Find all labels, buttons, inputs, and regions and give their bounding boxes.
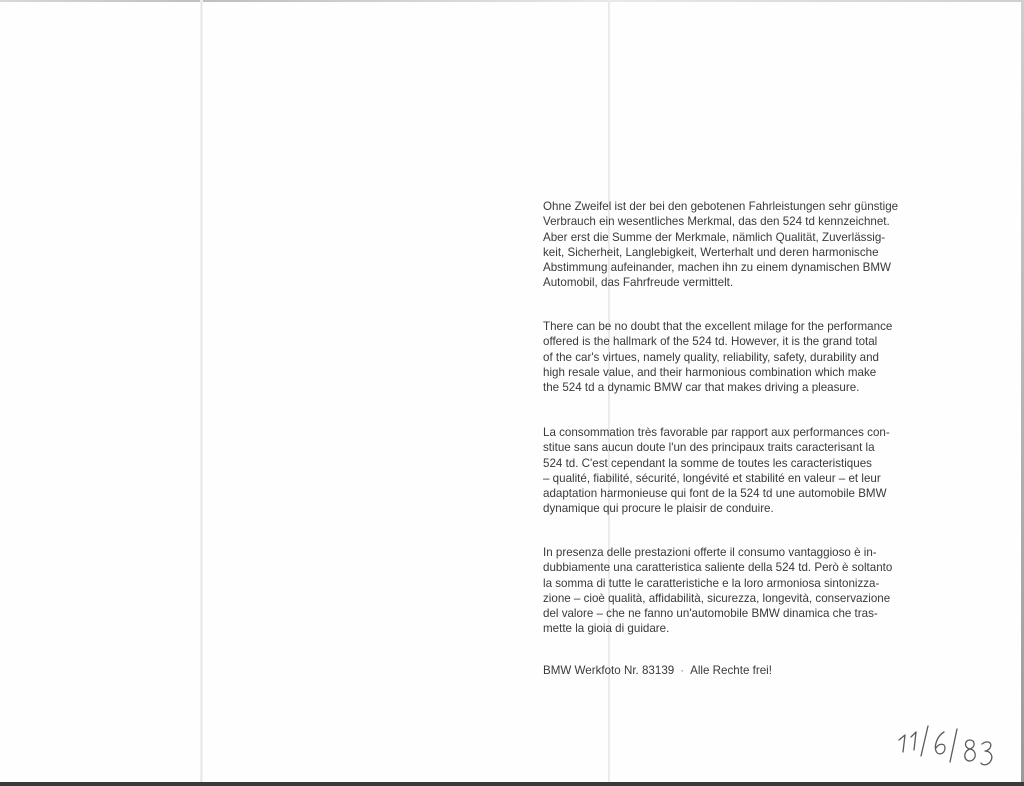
rights-notice: Alle Rechte frei! (690, 664, 772, 677)
page-bottom-edge (0, 782, 1024, 786)
photo-credit (543, 664, 772, 677)
credit-separator: · (680, 664, 685, 677)
photo-number: BMW Werkfoto Nr. 83139 (543, 664, 675, 677)
paragraph-english: There can be no doubt that the excellent milage for the performance offered is the hallmark of the 524 td. However, it is the grand total of the car's virtues, namely quality, reliability, safety, durability and high resale value, and their harmonious combination which make the 524 td a dynamic BMW car that makes driving a pleasure. (543, 320, 893, 395)
handwritten-date (893, 718, 1003, 774)
paragraph-french: La consommation très favorable par rapport aux performances con- stitue sans aucun doute l'un des principaux traits caracterisant la 524 td. C'est cependant la somme de toutes les caracteristiques – qualité, fiabilité, sécurité, longévité et stabilité en valeur – et leur adaptation harmonieuse qui font de la 524 td une automobile BMW dynamique qui procure le plaisir de conduire. (543, 426, 890, 516)
fold-line-left (200, 0, 203, 782)
paragraph-german: Ohne Zweifel ist der bei den gebotenen Fahrleistungen sehr günstige Verbrauch ein wesentliches Merkmal, das den 524 td kennzeichnet. Aber erst die Summe der Merkmale, nämlich Qualität, Zuverlässig- keit, Sicherheit, Langlebigkeit, Werterhalt und deren harmonische Abstimmung aufeinander, machen ihn zu einem dynamischen BMW Automobil, das Fahrfreude vermittelt. (543, 200, 899, 290)
page-top-edge (0, 0, 1024, 2)
paragraph-italian: In presenza delle prestazioni offerte il consumo vantaggioso è in- dubbiamente una caratteristica saliente della 524 td. Però è soltanto la somma di tutte le caratteristiche e la loro armoniosa sintonizza- zione – cioè qualità, affidabilità, sicurezza, longevità, conservazione del valore – che ne fanno un'automobile BMW dinamica che tras- mette la gioia di guidare. (543, 546, 893, 636)
